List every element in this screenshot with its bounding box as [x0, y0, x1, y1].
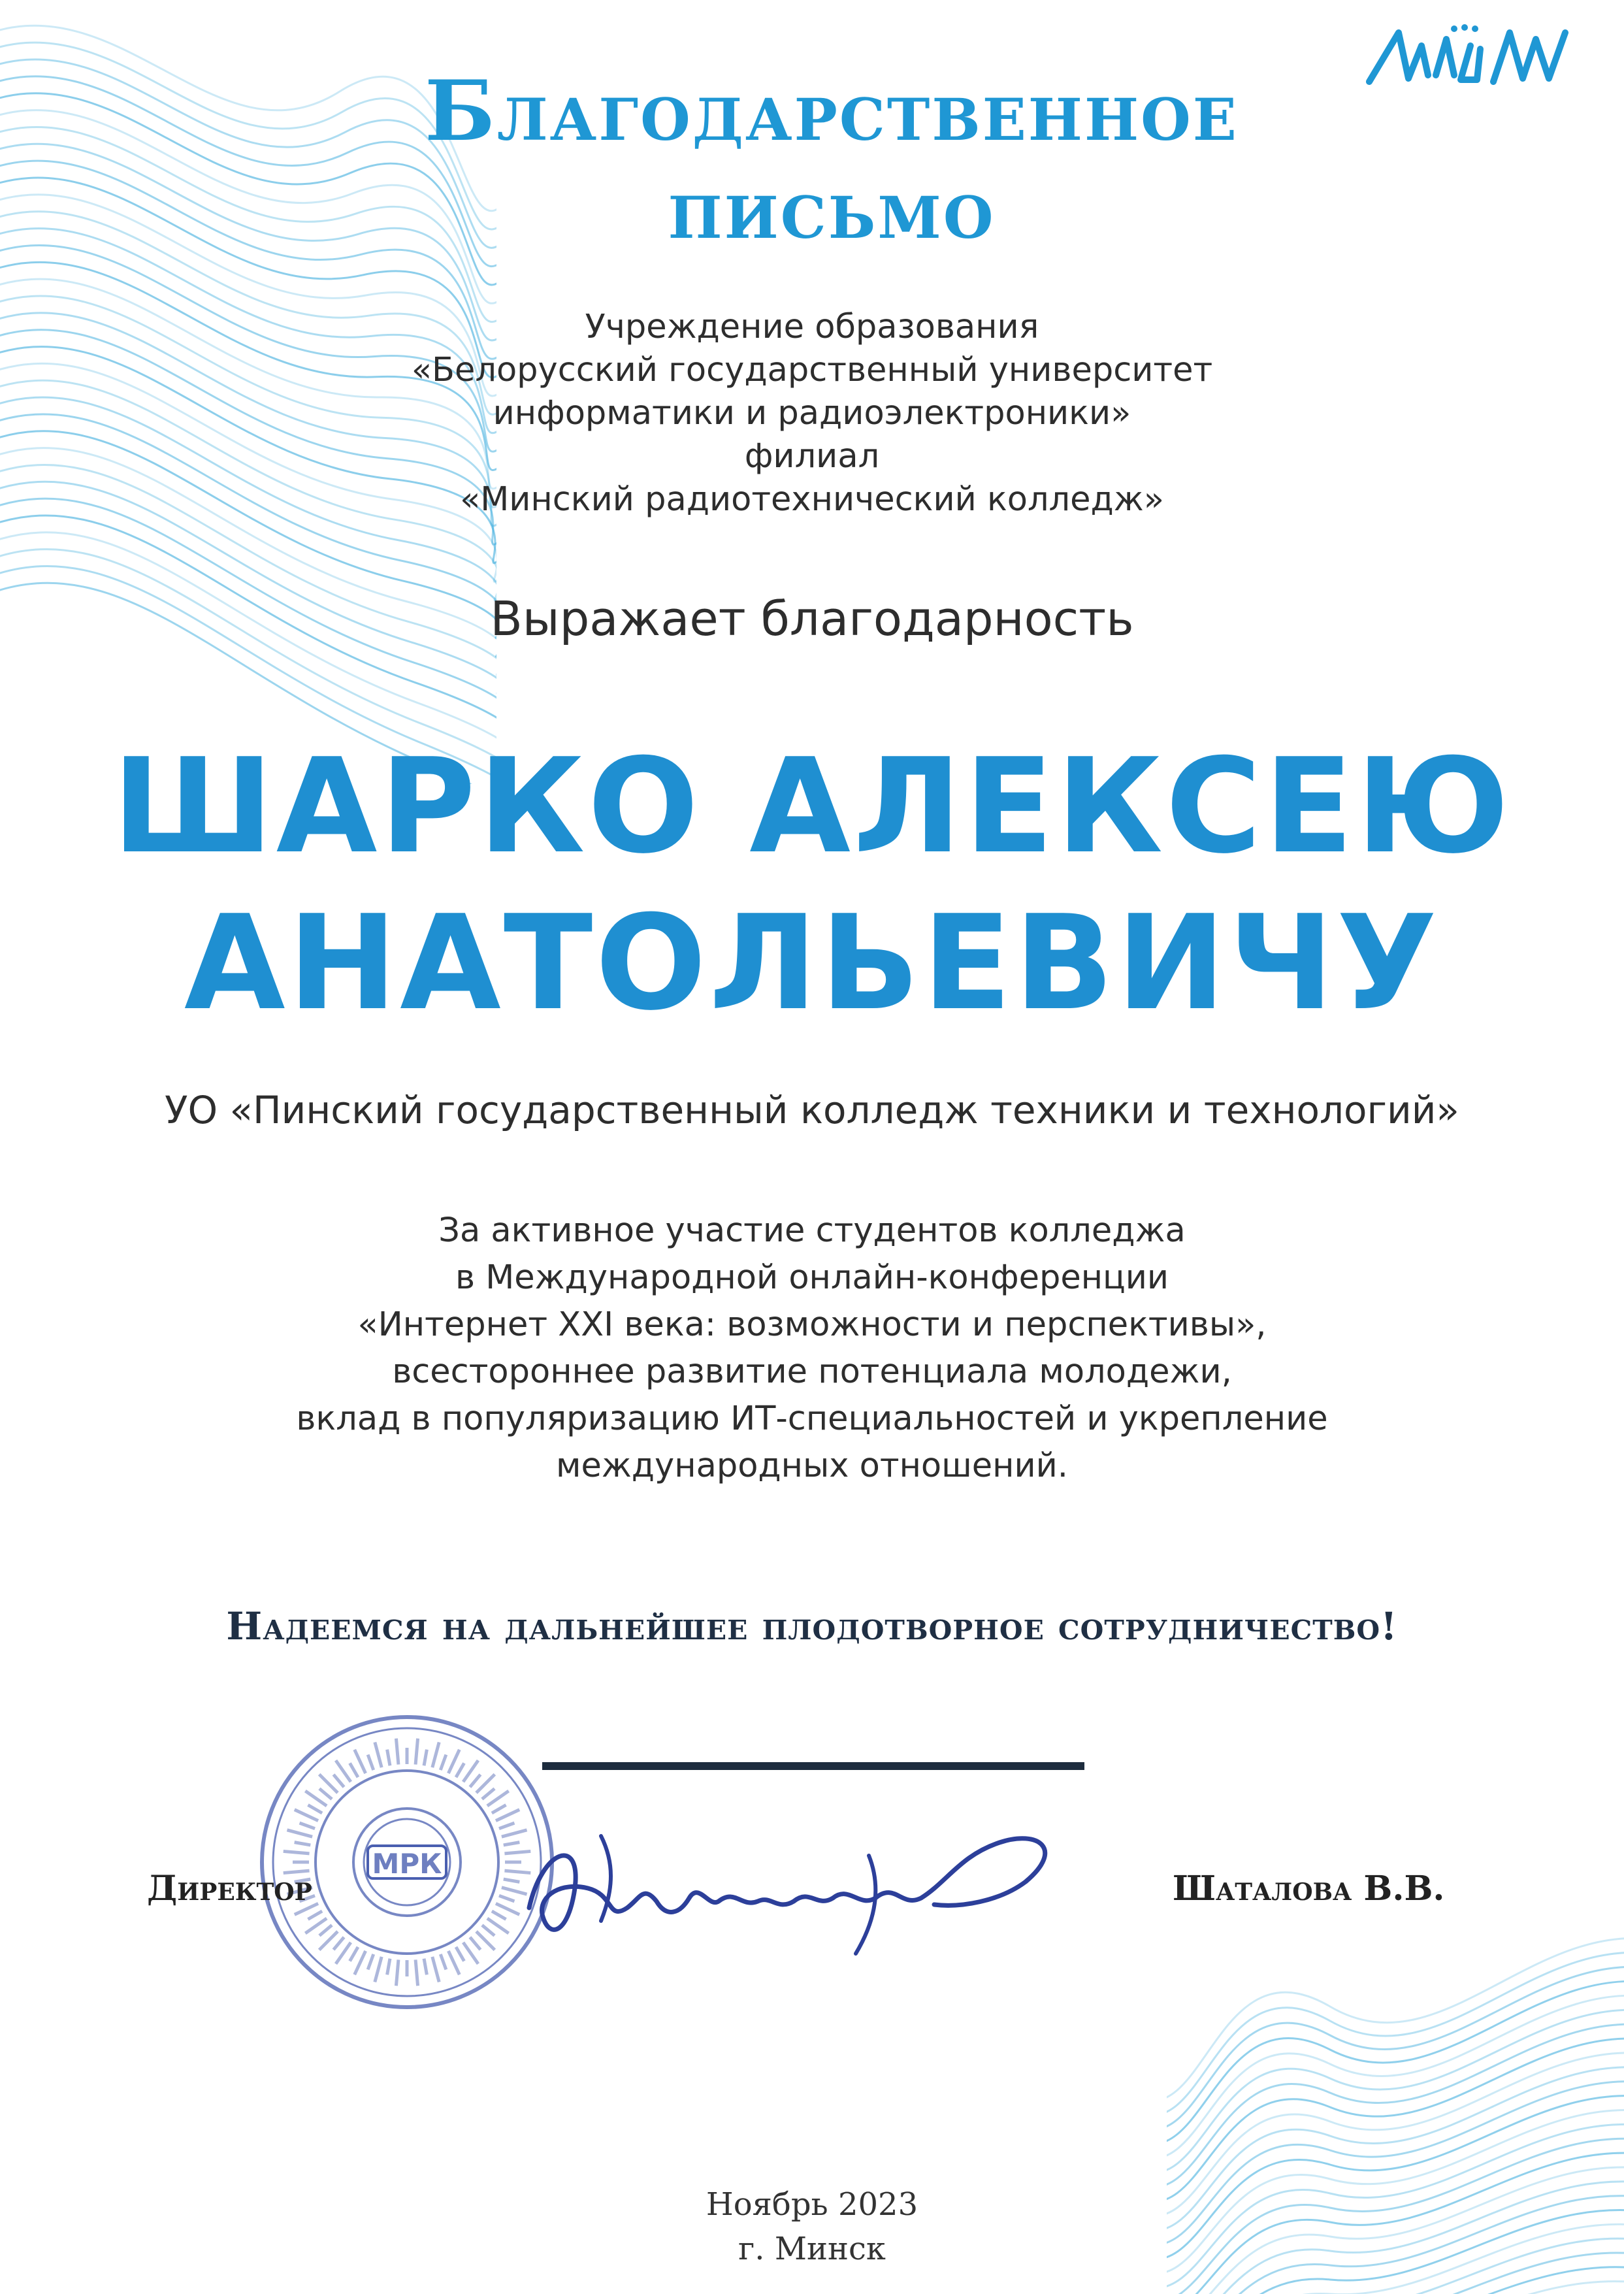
- reason-line: вклад в популяризацию ИТ-специальностей и укрепление: [296, 1400, 1328, 1438]
- org-line: информатики и радиоэлектроники»: [493, 394, 1131, 433]
- title-line-1: Благодарственное: [425, 63, 1239, 159]
- org-line: «Белорусский государственный университет: [411, 351, 1213, 389]
- org-line: Учреждение образования: [585, 308, 1039, 346]
- reason-line: «Интернет XXI века: возможности и перспективы»,: [357, 1305, 1267, 1344]
- reason-line: международных отношений.: [555, 1447, 1069, 1485]
- reason-line: всестороннее развитие потенциала молодежи,: [392, 1352, 1232, 1391]
- stamp-center-text: МРК: [372, 1848, 442, 1880]
- org-line: филиал: [744, 437, 880, 476]
- reason-line: За активное участие студентов колледжа: [438, 1211, 1186, 1250]
- issue-city: г. Минск: [738, 2231, 886, 2267]
- reason-text: [0, 1207, 1624, 1490]
- signer-role: Директор: [147, 1869, 312, 1909]
- handwritten-signature: [503, 1810, 1091, 1967]
- reason-line: в Международной онлайн-конференции: [455, 1258, 1169, 1297]
- thanks-text: Выражает благодарность: [490, 591, 1134, 646]
- signature-line: [542, 1762, 1084, 1770]
- issue-date: Ноябрь 2023: [706, 2186, 918, 2223]
- footer: [0, 2182, 1624, 2271]
- recipient-name-line-1: ШАРКО АЛЕКСЕЮ: [112, 730, 1512, 883]
- issuing-organization: [0, 306, 1624, 521]
- recipient-name: [0, 729, 1624, 1042]
- signer-name: Шаталова В.В.: [1173, 1869, 1445, 1909]
- letter-title: [0, 62, 1624, 258]
- org-line: «Минский радиотехнический колледж»: [460, 480, 1164, 519]
- recipient-organization: УО «Пинский государственный колледж техники и технологий»: [165, 1088, 1459, 1132]
- title-line-2: письмо: [668, 161, 996, 257]
- recipient-name-line-2: АНАТОЛЬЕВИЧУ: [184, 887, 1440, 1040]
- closing-wish: Надеемся на дальнейшее плодотворное сотрудничество!: [226, 1604, 1398, 1648]
